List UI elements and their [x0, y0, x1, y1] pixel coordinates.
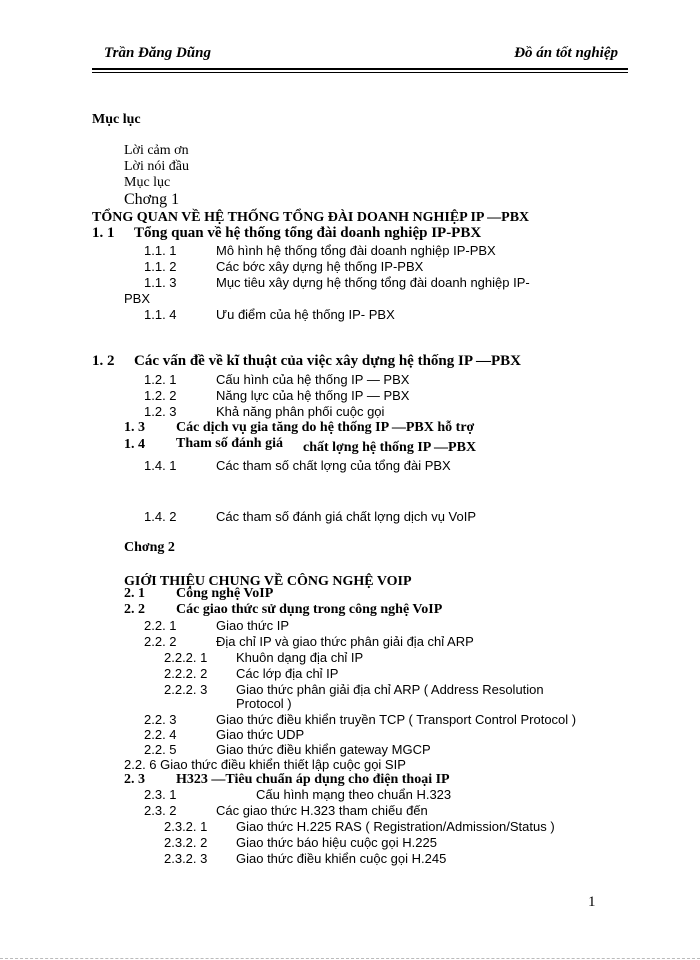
subsection-num: 2.2. 1	[144, 618, 177, 633]
subsection-num: 1.4. 2	[144, 509, 177, 524]
subsection-num: 2.2. 2	[144, 634, 177, 649]
subsection-title: Địa chỉ IP và giao thức phân giải địa chỉ ARP	[216, 634, 474, 649]
section-title: Các giao thức sử dụng trong công nghệ VoIP	[176, 602, 443, 617]
subsubsection-num: 2.3.2. 2	[164, 835, 208, 850]
subsection-title: Các bớc xây dựng hệ thống IP-PBX	[216, 259, 424, 274]
subsubsection-title: Khuôn dạng địa chỉ IP	[236, 650, 364, 665]
subsection-title: Mục tiêu xây dựng hệ thống tổng đài doanh nghiệp IP-	[216, 275, 530, 290]
subsection-title: Năng lực của hệ thống IP — PBX	[216, 388, 410, 403]
section-num: 2. 1	[124, 586, 145, 601]
subsection-title: Giao thức UDP	[216, 727, 305, 742]
section-num: 1. 2	[92, 353, 115, 369]
subsection-line: 2.2. 6 Giao thức điều khiển thiết lập cuộc gọi SIP	[124, 757, 406, 772]
subsubsection-num: 2.2.2. 3	[164, 682, 208, 697]
page-number: 1	[588, 894, 596, 910]
toc-title: Mục lục	[92, 112, 141, 127]
subsection-title: Giao thức điều khiển gateway MGCP	[216, 742, 431, 757]
subsubsection-num: 2.2.2. 2	[164, 666, 208, 681]
subsection-title: Ưu điểm của hệ thống IP- PBX	[216, 307, 395, 322]
section-title: Các vấn đề về kĩ thuật của việc xây dựng hệ thống IP —PBX	[134, 353, 521, 369]
subsection-num: 1.1. 4	[144, 307, 177, 322]
section-num: 1. 1	[92, 225, 115, 241]
subsection-title: Cấu hình mạng theo chuẩn H.323	[256, 787, 452, 802]
subsection-title: Các tham số chất lợng của tổng đài PBX	[216, 458, 451, 473]
subsection-title: Các tham số đánh giá chất lợng dịch vụ VoIP	[216, 509, 477, 524]
toc-front-item: Lời cảm ơn	[124, 143, 189, 158]
subsection-num: 1.1. 1	[144, 243, 177, 258]
subsection-num: 1.2. 1	[144, 372, 177, 387]
subsection-num: 1.2. 2	[144, 388, 177, 403]
header-author: Trần Đăng Dũng	[104, 45, 211, 61]
subsection-num: 1.2. 3	[144, 404, 177, 419]
subsection-title-cont: PBX	[124, 291, 151, 306]
subsection-num: 2.3. 2	[144, 803, 177, 818]
subsubsection-title: Giao thức H.225 RAS ( Registration/Admission/Status )	[236, 819, 555, 834]
section-title: Các dịch vụ gia tăng do hệ thống IP —PBX hỗ trợ	[176, 420, 475, 435]
subsubsection-title: Giao thức phân giải địa chỉ ARP ( Address Resolution	[236, 682, 544, 697]
subsection-num: 1.1. 2	[144, 259, 177, 274]
section-title: H323 —Tiêu chuẩn áp dụng cho điện thoại IP	[176, 772, 450, 787]
toc-front-item: Lời nói đầu	[124, 159, 189, 174]
chapter-2-label: Chơng 2	[124, 540, 175, 555]
subsection-title: Khả năng phân phối cuộc gọi	[216, 404, 385, 419]
subsubsection-num: 2.3.2. 1	[164, 819, 208, 834]
subsubsection-title-cont: Protocol )	[236, 696, 292, 711]
subsection-num: 1.1. 3	[144, 275, 177, 290]
toc-front-item: Mục lục	[124, 175, 171, 190]
section-title: Tổng quan về hệ thống tổng đài doanh nghiệp IP-PBX	[134, 225, 482, 241]
section-num: 1. 3	[124, 420, 145, 435]
subsection-num: 1.4. 1	[144, 458, 177, 473]
chapter-1-label: Chơng 1	[124, 191, 180, 208]
subsection-title: Cấu hình của hệ thống IP — PBX	[216, 372, 410, 387]
section-num: 2. 3	[124, 772, 145, 787]
page-header	[92, 40, 628, 70]
subsection-title: Giao thức IP	[216, 618, 290, 633]
section-title: Tham số đánh giá	[176, 436, 283, 451]
subsection-title: Các giao thức H.323 tham chiếu đến	[216, 803, 428, 818]
section-num: 1. 4	[124, 437, 145, 452]
header-doc-type: Đồ án tốt nghiệp	[514, 45, 618, 61]
subsubsection-title: Giao thức báo hiệu cuộc gọi H.225	[236, 835, 437, 850]
header-rule	[92, 72, 628, 73]
section-title: chất lợng hệ thống IP —PBX	[303, 440, 477, 455]
page-bottom-divider	[0, 958, 700, 959]
subsection-title: Mô hình hệ thống tổng đài doanh nghiệp IP-PBX	[216, 243, 496, 258]
subsubsection-num: 2.2.2. 1	[164, 650, 208, 665]
chapter-1-title: TỔNG QUAN VỀ HỆ THỐNG TỔNG ĐÀI DOANH NGHIỆP IP —PBX	[92, 210, 530, 225]
section-title: Công nghệ VoIP	[176, 586, 274, 601]
chapter-2-title: GIỚI THIỆU CHUNG VỀ CÔNG NGHỆ VOIP	[124, 574, 412, 589]
subsection-num: 2.2. 3	[144, 712, 177, 727]
subsection-num: 2.2. 5	[144, 742, 177, 757]
subsection-title: Giao thức điều khiển truyền TCP ( Transport Control Protocol )	[216, 712, 577, 727]
subsection-num: 2.3. 1	[144, 787, 177, 802]
subsubsection-num: 2.3.2. 3	[164, 851, 208, 866]
section-num: 2. 2	[124, 602, 145, 617]
subsection-num: 2.2. 4	[144, 727, 177, 742]
subsubsection-title: Giao thức điều khiển cuộc gọi H.245	[236, 851, 447, 866]
subsubsection-title: Các lớp địa chỉ IP	[236, 666, 339, 681]
